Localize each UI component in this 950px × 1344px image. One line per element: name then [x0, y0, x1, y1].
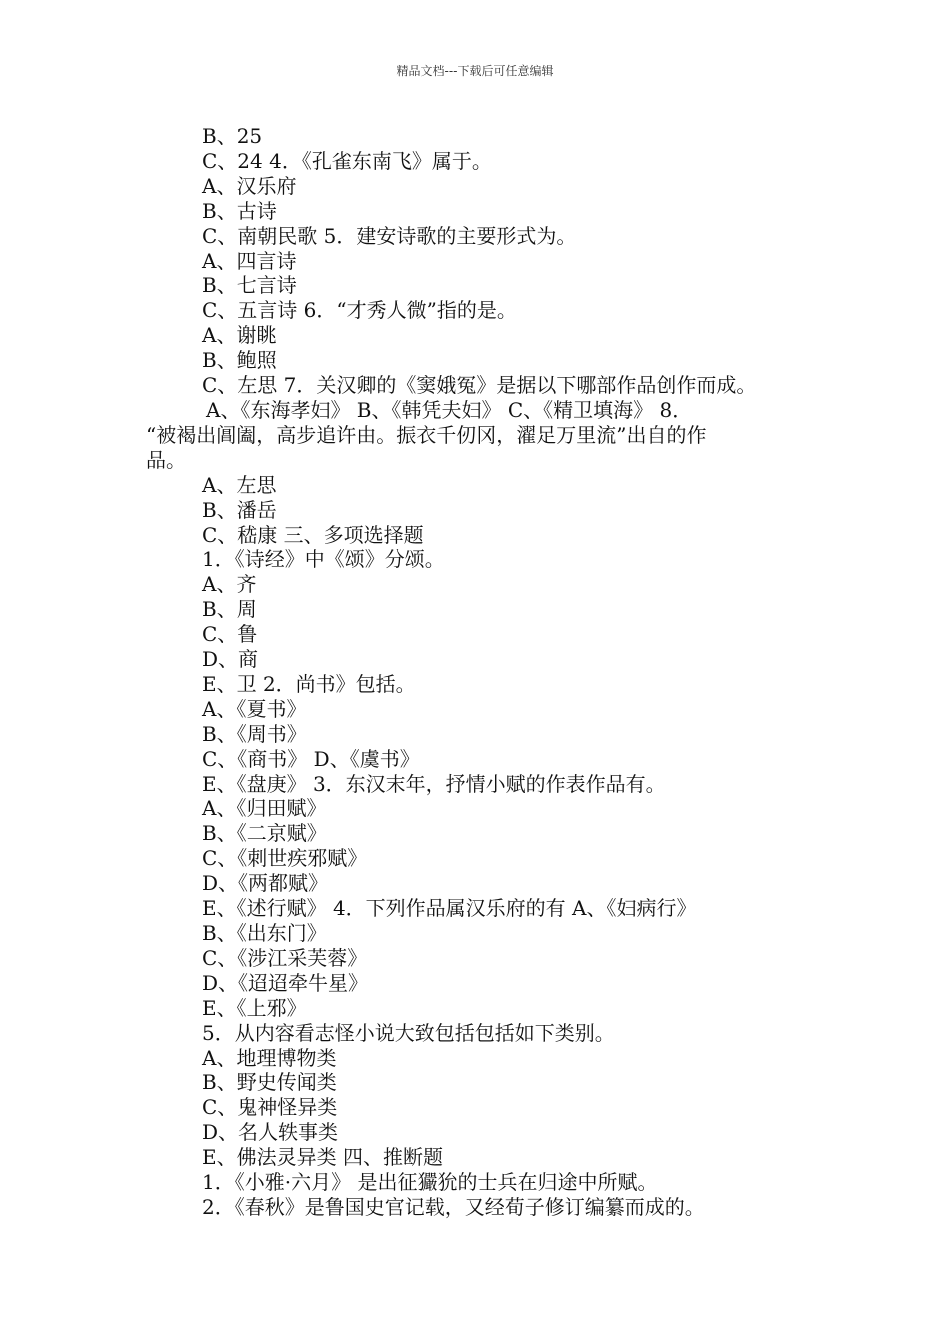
text-line: 5．从内容看志怪小说大致包括包括如下类别。 [202, 1020, 615, 1045]
text-line: D、《迢迢牵牛星》 [202, 970, 369, 995]
text-line: A、《归田赋》 [202, 796, 327, 821]
text-line: A、左思 [202, 472, 277, 497]
document-body [146, 124, 826, 1220]
text-line: C、鬼神怪异类 [202, 1095, 338, 1120]
text-line: B、《周书》 [202, 721, 307, 746]
text-line: C、鲁 [202, 622, 258, 647]
text-line: B、野史传闻类 [202, 1070, 337, 1095]
text-line: E、佛法灵异类 四、推断题 [202, 1145, 443, 1170]
text-line: B、周 [202, 597, 257, 622]
text-line: B、七言诗 [202, 273, 297, 298]
text-line: C、《刺世疾邪赋》 [202, 846, 368, 871]
text-line: E、《上邪》 [202, 995, 307, 1020]
text-line: B、古诗 [202, 198, 277, 223]
text-line: A、汉乐府 [202, 173, 297, 198]
text-line: B、鲍照 [202, 348, 277, 373]
text-line: C、嵇康 三、多项选择题 [202, 522, 424, 547]
text-line: C、南朝民歌 5．建安诗歌的主要形式为。 [202, 223, 577, 248]
text-line: D、商 [202, 647, 259, 672]
text-line: D、名人轶事类 [202, 1120, 339, 1145]
text-line: 1．《小雅·六月》 是出征玁狁的士兵在归途中所赋。 [202, 1170, 658, 1195]
text-line: B、潘岳 [202, 497, 277, 522]
text-line: 2．《春秋》是鲁国史官记载，又经荀子修订编纂而成的。 [202, 1194, 705, 1219]
text-line: A、地理博物类 [202, 1045, 337, 1070]
text-line: C、《涉江采芙蓉》 [202, 945, 368, 970]
text-line: B、25 [202, 124, 263, 148]
text-line: A、四言诗 [202, 248, 297, 273]
text-line: “被褐出阊阖，高步追许由。振衣千仞冈，濯足万里流”出自的作 [146, 422, 707, 447]
text-line: C、《商书》 D、《虞书》 [202, 746, 420, 771]
text-line: 品。 [146, 447, 186, 472]
text-line: E、卫 2．尚书》包括。 [202, 671, 416, 696]
text-line: E、《述行赋》 4．下列作品属汉乐府的有 A、《妇病行》 [202, 896, 697, 921]
text-line: B、《二京赋》 [202, 821, 327, 846]
text-line: B、《出东门》 [202, 921, 327, 945]
text-line: A、《东海孝妇》 B、《韩凭夫妇》 C、《精卫填海》 8． [206, 397, 693, 422]
text-line: A、谢眺 [202, 323, 277, 348]
wrapped-paragraph [146, 398, 826, 473]
text-line: A、齐 [202, 572, 257, 597]
text-line: A、《夏书》 [202, 696, 307, 721]
page-header: 精品文档---下载后可任意编辑 [396, 64, 554, 78]
text-line: C、24 4．《孔雀东南飞》属于。 [202, 148, 492, 173]
text-line: C、左思 7．关汉卿的《窦娥冤》是据以下哪部作品创作而成。 [202, 373, 757, 398]
text-line: E、《盘庚》 3．东汉末年，抒情小赋的作表作品有。 [202, 771, 666, 796]
text-line: 1．《诗经》中《颂》分颂。 [202, 547, 445, 572]
text-line: D、《两都赋》 [202, 871, 329, 896]
text-line: C、五言诗 6．“才秀人微”指的是。 [202, 298, 517, 323]
